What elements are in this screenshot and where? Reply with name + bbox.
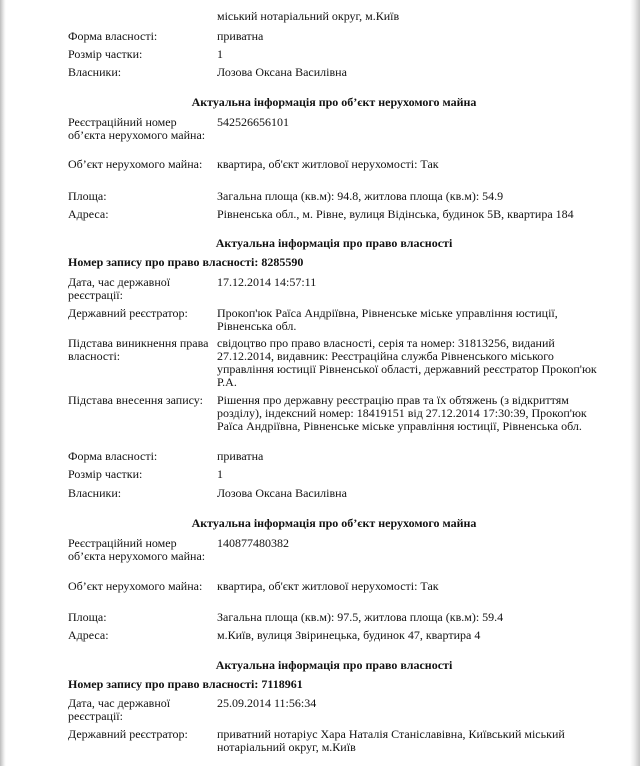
- field-label: Реєстраційний номер об’єкта нерухомого майна:: [68, 115, 206, 142]
- field-row: [68, 48, 608, 61]
- field-row: [68, 276, 608, 302]
- page-right-edge-shadow: [630, 0, 640, 766]
- field-value: Рівненська обл., м. Рівне, вулиця Відінська, будинок 5В, квартира 184: [217, 207, 574, 221]
- field-value: 25.09.2014 11:56:34: [217, 696, 317, 710]
- field-label: Дата, час державної реєстрації:: [68, 696, 171, 723]
- section-heading-ownership: Актуальна інформація про право власності: [215, 236, 453, 250]
- field-row: [68, 611, 608, 624]
- record-number: 8285590: [261, 255, 304, 269]
- field-value: приватна: [217, 29, 264, 43]
- field-label: Підстава внесення запису:: [68, 393, 203, 407]
- field-label: Розмір частки:: [68, 47, 143, 61]
- field-label: Власники:: [68, 65, 122, 79]
- field-label: Площа:: [68, 610, 107, 624]
- section-heading-object: Актуальна інформація про об’єкт нерухомого майна: [191, 516, 477, 530]
- field-value: Загальна площа (кв.м): 97.5, житлова площа (кв.м): 59.4: [217, 610, 504, 624]
- field-value: 140877480382: [217, 536, 289, 550]
- field-row: [68, 158, 608, 171]
- field-row: [68, 337, 608, 389]
- field-label: Розмір частки:: [68, 467, 143, 481]
- field-value: приватний нотаріус Хара Наталія Станіславівна, Київський міський нотаріальний округ, м.Київ: [217, 727, 565, 754]
- field-value: свідоцтво про право власності, серія та номер: 31813256, виданий 27.12.2014, видавник: Реєстраційна служба Рівненського міського управління юстиції Рівненської області, державний реєстратор Прокоп'юк Р.А.: [217, 336, 597, 389]
- field-label: Власники:: [68, 486, 122, 500]
- field-value: 542526656101: [217, 115, 289, 129]
- field-label: Адреса:: [68, 628, 109, 642]
- field-value: квартира, об'єкт житлової нерухомості: Так: [217, 579, 439, 593]
- field-row: [68, 728, 608, 754]
- field-label: [68, 10, 217, 23]
- field-row: [68, 116, 608, 142]
- field-row: [68, 580, 608, 593]
- field-row: [68, 450, 608, 463]
- field-value: Загальна площа (кв.м): 94.8, житлова площа (кв.м): 54.9: [217, 189, 504, 203]
- section-heading-object: Актуальна інформація про об’єкт нерухомого майна: [191, 95, 477, 109]
- field-label: Адреса:: [68, 207, 109, 221]
- field-row: [68, 487, 608, 500]
- field-value: Прокоп'юк Раїса Андріївна, Рівненське міське управління юстиції, Рівненська обл.: [217, 306, 558, 333]
- field-value: 1: [217, 47, 223, 61]
- record-number: 7118961: [261, 677, 303, 691]
- page-left-edge-shadow: [0, 0, 6, 766]
- field-row: [68, 394, 608, 433]
- field-value: м.Київ, вулиця Звіринецька, будинок 47, квартира 4: [217, 628, 481, 642]
- field-label: Реєстраційний номер об’єкта нерухомого майна:: [68, 536, 206, 563]
- field-label: Форма власності:: [68, 449, 158, 463]
- field-label: Підстава виникнення права власності:: [68, 336, 209, 363]
- field-row: [68, 66, 608, 79]
- field-label: Об’єкт нерухомого майна:: [68, 157, 203, 171]
- field-row: [68, 468, 608, 481]
- field-value: 1: [217, 467, 223, 481]
- field-value: 17.12.2014 14:57:11: [217, 275, 317, 289]
- ownership-record-number: [68, 678, 303, 691]
- field-label: Площа:: [68, 189, 107, 203]
- field-label: Державний реєстратор:: [68, 306, 188, 320]
- field-row: [68, 629, 608, 642]
- field-row: [68, 30, 608, 43]
- ownership-record-number: [68, 256, 303, 269]
- field-label: Об’єкт нерухомого майна:: [68, 579, 203, 593]
- record-label: Номер запису про право власності:: [68, 255, 259, 269]
- field-value: Лозова Оксана Василівна: [217, 65, 347, 79]
- field-value: приватна: [217, 449, 264, 463]
- field-row: [68, 307, 608, 333]
- field-value: квартира, об'єкт житлової нерухомості: Так: [217, 157, 439, 171]
- field-value: Лозова Оксана Василівна: [217, 486, 347, 500]
- field-label: Державний реєстратор:: [68, 727, 188, 741]
- section-heading-ownership: Актуальна інформація про право власності: [215, 658, 453, 672]
- field-row: [68, 10, 608, 23]
- field-label: Форма власності:: [68, 29, 158, 43]
- field-value: міський нотаріальний округ, м.Київ: [217, 9, 400, 23]
- field-row: [68, 537, 608, 563]
- field-value: Рішення про державну реєстрацію прав та їх обтяжень (з відкриттям розділу), індексний номер: 18419151 від 27.12.2014 17:30:39, Прокоп'юк Раїса Андріївна, Рівненське міське управління юстиції, Рівненська обл.: [217, 393, 587, 433]
- field-label: Дата, час державної реєстрації:: [68, 275, 171, 302]
- field-row: [68, 190, 608, 203]
- field-row: [68, 208, 608, 221]
- field-row: [68, 697, 608, 723]
- record-label: Номер запису про право власності:: [68, 677, 259, 691]
